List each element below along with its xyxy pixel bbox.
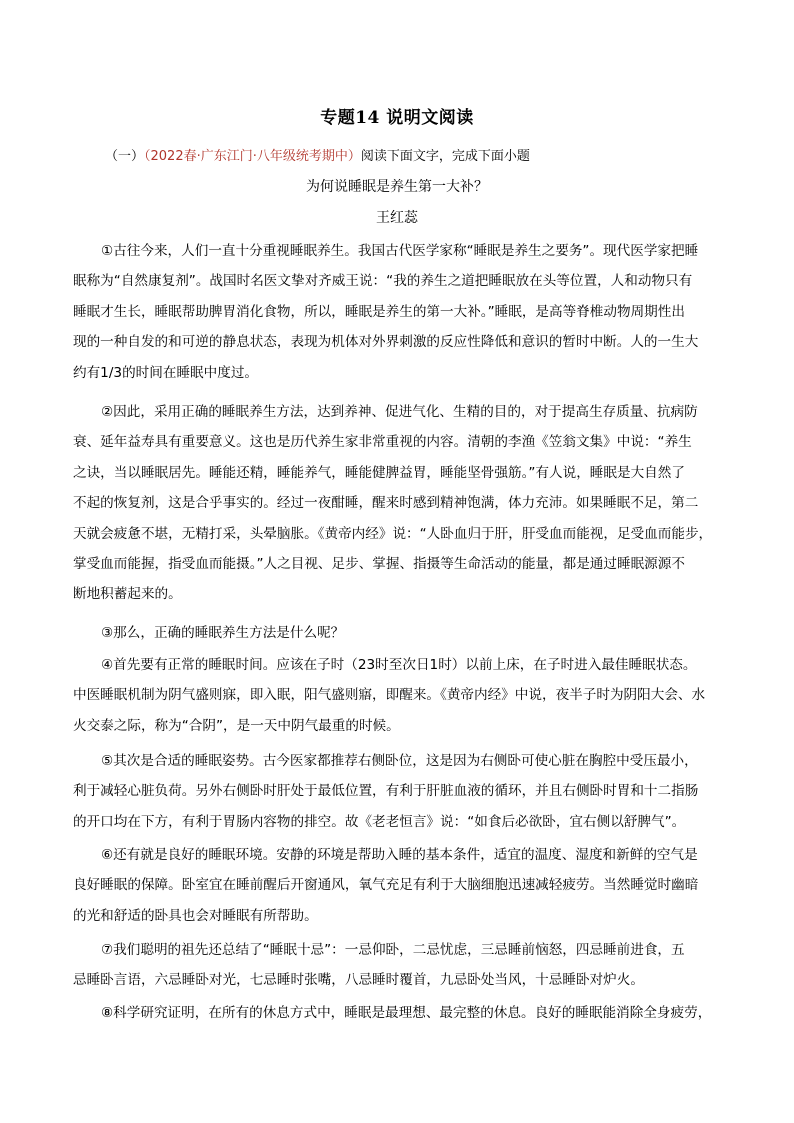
article-title: 为何说睡眠是养生第一大补？	[306, 179, 488, 195]
page-title: 专题14 说明文阅读	[320, 108, 474, 128]
paragraph-line: 眠称为“自然康复剂”。战国时名医文挚对齐威王说：“我的养生之道把睡眠放在头等位置，人和动物只有	[73, 273, 693, 290]
paragraph-line: ③那么，正确的睡眠养生方法是什么呢？	[101, 625, 345, 641]
paragraph-line: 的光和舒适的卧具也会对睡眠有所帮助。	[73, 907, 318, 924]
paragraph-line: 现的一种自发的和可逆的静息状态，表现为机体对外界刺激的反应性降低和意识的暂时中断。人的一生大	[73, 334, 699, 351]
question-intro	[105, 145, 530, 164]
paragraph-line: ⑥还有就是良好的睡眠环境。安静的环境是帮助入睡的基本条件，适宜的温度、湿度和新鲜的空气是	[101, 847, 698, 863]
paragraph-line: ⑤其次是合适的睡眠姿势。古今医家都推荐右侧卧位，这是因为右侧卧可使心脏在胸腔中受压最小，	[101, 753, 698, 769]
paragraph-line: 中医睡眠机制为阴气盛则寐，即入眠，阳气盛则寤，即醒来。《黄帝内经》中说，夜半子时为阴阳大会、水	[73, 687, 706, 704]
paragraph-line: ②因此，采用正确的睡眠养生方法，达到养神、促进气化、生精的目的，对于提高生存质量、抗病防	[101, 404, 698, 420]
paragraph-line: 忌睡卧言语，六忌睡卧对光，七忌睡时张嘴，八忌睡时覆首，九忌卧处当风，十忌睡卧对炉火。	[73, 972, 644, 989]
paragraph-line: 利于减轻心脏负荷。另外右侧卧时肝处于最低位置，有利于肝脏血液的循环，并且右侧卧时胃和十二指肠	[73, 783, 699, 800]
paragraph-2	[73, 397, 735, 610]
paragraph-line: 衰、延年益寿具有重要意义。这也是历代养生家非常重视的内容。清朝的李渔《笠翁文集》中说：“养生	[73, 434, 692, 451]
paragraph-line: 不起的恢复剂，这是合乎事实的。经过一夜酣睡，醒来时感到精神饱满，体力充沛。如果睡眠不足，第二	[73, 495, 699, 512]
paragraph-3	[73, 618, 735, 648]
paragraph-line: 约有1/3的时间在睡眠中度过。	[73, 364, 259, 381]
paragraph-line: 掌受血而能握，指受血而能摄。”人之目视、足步、掌握、指摄等生命活动的能量，都是通过睡眠源源不	[73, 556, 685, 573]
paragraph-line: ④首先要有正常的睡眠时间。应该在子时（23时至次日1时）以前上床，在子时进入最佳睡眠状态。	[101, 657, 697, 673]
paragraph-line: ①古往今来，人们一直十分重视睡眠养生。我国古代医学家称“睡眠是养生之要务”。现代医学家把睡	[101, 243, 699, 259]
paragraph-line: 天就会疲惫不堪，无精打采，头晕脑胀。《黄帝内经》说：“人卧血归于肝，肝受血而能视，足受血而能步，	[73, 525, 713, 542]
source-label: （2022春·广东江门·八年级统考期中）	[144, 149, 361, 164]
paragraph-line: 断地积蓄起来的。	[73, 586, 182, 603]
paragraph-line: 良好睡眠的保障。卧室宜在睡前醒后开窗通风，氧气充足有利于大脑细胞迅速减轻疲劳。当然睡觉时幽暗	[73, 877, 699, 894]
paragraph-5	[73, 746, 735, 837]
section-number: （一）	[105, 149, 145, 164]
paragraph-line: ⑦我们聪明的祖先还总结了“睡眠十忌”：一忌仰卧，二忌忧虑，三忌睡前恼怒，四忌睡前进食，五	[101, 942, 685, 958]
paragraph-line: 火交泰之际，称为“合阴”，是一天中阴气最重的时候。	[73, 717, 400, 734]
paragraph-line: 之诀，当以睡眠居先。睡能还精，睡能养气，睡能健脾益胃，睡能坚骨强筋。”有人说，睡眠是大自然了	[73, 464, 685, 481]
paragraph-line: 的开口均在下方，有利于胃肠内容物的排空。故《老老恒言》说：“如食后必欲卧，宜右侧以舒脾气”。	[73, 813, 686, 830]
paragraph-line: 睡眠才生长，睡眠帮助脾胃消化食物，所以，睡眠是养生的第一大补。”睡眠，是高等脊椎动物周期性出	[73, 303, 685, 320]
paragraph-line: ⑧科学研究证明，在所有的休息方式中，睡眠是最理想、最完整的休息。良好的睡眠能消除全身疲劳，	[101, 1005, 712, 1021]
paragraph-4	[73, 650, 735, 741]
instruction-text: 阅读下面文字，完成下面小题	[360, 149, 530, 164]
paragraph-6	[73, 840, 735, 931]
paragraph-7	[73, 935, 735, 996]
paragraph-8	[73, 998, 735, 1028]
paragraph-1	[73, 236, 735, 388]
article-author: 王红蕊	[376, 210, 418, 226]
